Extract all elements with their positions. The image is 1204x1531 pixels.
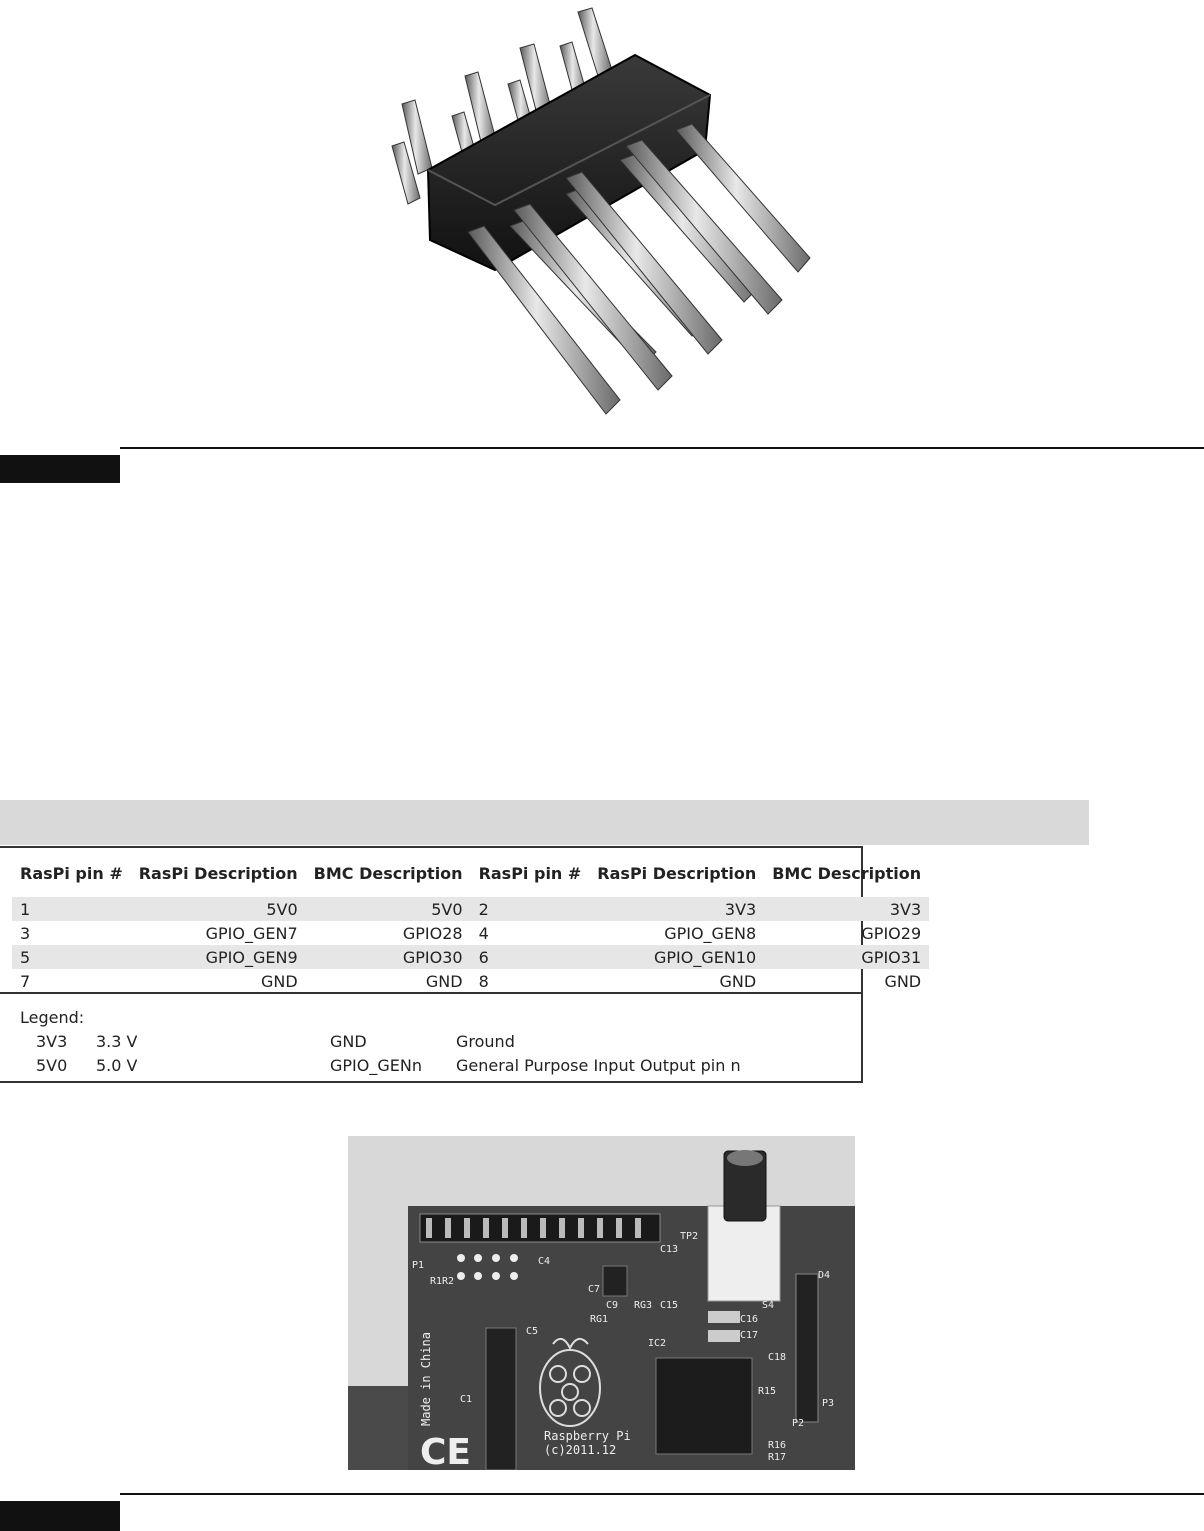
raspberry-pi-board-photo: [348, 1136, 855, 1470]
table-cell: 8: [478, 971, 489, 991]
legend-row: [20, 1054, 741, 1078]
table-cell: GND: [425, 971, 463, 991]
silk-label: R15: [758, 1386, 777, 1397]
table-cell: 2: [471, 897, 590, 921]
silk-label: D4: [818, 1270, 831, 1281]
table-cell: 7: [20, 971, 31, 991]
section-rule: [120, 447, 1204, 449]
table-cell: 5V0: [306, 897, 471, 921]
silk-label: IC2: [648, 1338, 667, 1349]
legend-title: Legend:: [20, 1008, 85, 1027]
table-row: [12, 921, 929, 945]
legend-meaning: Ground: [456, 1032, 515, 1051]
table-cell: GPIO28: [402, 923, 463, 943]
figure-tag: [0, 1501, 120, 1531]
table-cell: 5V0: [131, 897, 306, 921]
silk-label: R1: [430, 1276, 443, 1287]
col-header: BMC Description: [772, 864, 922, 883]
made-in-label: Made in China: [419, 1332, 433, 1426]
silk-label: R16: [768, 1440, 787, 1451]
legend-divider: [0, 992, 861, 994]
table-cell: 3: [20, 923, 31, 943]
table-cell: GND: [719, 971, 757, 991]
table-row: [12, 969, 929, 993]
table-cell: 5: [12, 945, 131, 969]
pin-table-box: [0, 846, 922, 1083]
silk-label: C4: [538, 1256, 551, 1267]
figure-tag: [0, 455, 120, 483]
silk-label: RG1: [590, 1314, 609, 1325]
silk-label: TP2: [680, 1231, 699, 1242]
table-cell: GPIO_GEN7: [205, 923, 298, 943]
col-header: RasPi pin #: [20, 864, 123, 883]
legend: [20, 1006, 741, 1078]
legend-code: GND: [330, 1032, 367, 1051]
silk-label: RG3: [634, 1300, 653, 1311]
silk-label: C7: [588, 1284, 601, 1295]
legend-row: [20, 1030, 515, 1054]
pin-table: [12, 860, 929, 993]
table-cell: GPIO_GEN10: [589, 945, 764, 969]
legend-code: 5V0: [36, 1056, 68, 1075]
col-header: RasPi pin #: [478, 864, 582, 883]
table-cell: GPIO31: [764, 945, 929, 969]
silk-label: C18: [768, 1352, 787, 1363]
col-header: BMC Description: [313, 864, 463, 883]
table-row: [12, 897, 929, 921]
legend-code: 3V3: [36, 1032, 68, 1051]
svg-text:CE: CE: [420, 1432, 472, 1470]
silk-label: C17: [740, 1330, 759, 1341]
table-caption-band: [0, 800, 1089, 845]
table-cell: 4: [478, 923, 489, 943]
col-header: RasPi Description: [138, 864, 298, 883]
silk-label: R17: [768, 1452, 787, 1463]
silk-label: C9: [606, 1300, 619, 1311]
silk-label: C15: [660, 1300, 679, 1311]
table-cell: 1: [12, 897, 131, 921]
silk-label: C1: [460, 1394, 473, 1405]
table-cell: 3V3: [764, 897, 929, 921]
section-rule: [120, 1493, 1204, 1495]
silk-label: C5: [526, 1326, 539, 1337]
pin-table-header: [12, 860, 929, 897]
table-cell: GPIO30: [306, 945, 471, 969]
silk-label: P2: [792, 1418, 805, 1429]
silk-label: C13: [660, 1244, 679, 1255]
legend-meaning: 3.3 V: [96, 1032, 138, 1051]
silk-label: C16: [740, 1314, 759, 1325]
table-cell: 3V3: [589, 897, 764, 921]
table-cell: GPIO29: [861, 923, 922, 943]
table-row: [12, 945, 929, 969]
table-cell: 6: [471, 945, 590, 969]
table-cell: GND: [260, 971, 298, 991]
silk-label: P3: [822, 1398, 835, 1409]
silk-label: S4: [762, 1300, 775, 1311]
table-cell: GND: [884, 971, 922, 991]
silk-label: R2: [442, 1276, 455, 1287]
pin-header-photo: [380, 0, 820, 430]
table-cell: GPIO_GEN9: [131, 945, 306, 969]
legend-meaning: 5.0 V: [96, 1056, 138, 1075]
silk-label: P1: [412, 1260, 425, 1271]
col-header: RasPi Description: [597, 864, 757, 883]
board-name: Raspberry Pi: [544, 1429, 631, 1443]
legend-meaning: General Purpose Input Output pin n: [456, 1056, 741, 1075]
legend-code: GPIO_GENn: [330, 1056, 422, 1075]
board-copyright: (c)2011.12: [544, 1443, 617, 1457]
table-cell: GPIO_GEN8: [664, 923, 757, 943]
